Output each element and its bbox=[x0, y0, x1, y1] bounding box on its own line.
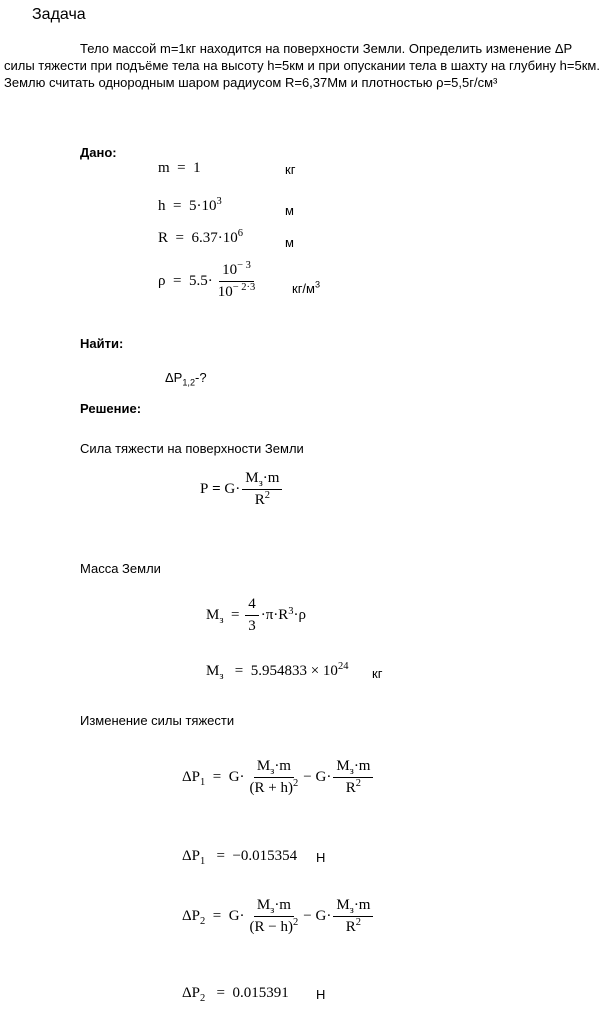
given-R-symbol: R bbox=[158, 230, 169, 246]
fraction-numerator: 4 bbox=[245, 596, 259, 616]
fraction-numerator-base: 10 bbox=[222, 262, 238, 278]
numerator-rest: ·m bbox=[274, 897, 291, 913]
denominator-base: R bbox=[345, 919, 356, 935]
fraction-numerator-exponent: − 3 bbox=[237, 260, 251, 271]
given-m bbox=[158, 160, 201, 177]
numerator-subscript: з bbox=[349, 766, 354, 777]
formula-lhs-subscript: 1 bbox=[200, 777, 206, 788]
denominator-base: R bbox=[345, 780, 356, 796]
result-value: 0.015391 bbox=[232, 985, 289, 1001]
equals-sign: = bbox=[212, 769, 222, 785]
formula-gravity bbox=[200, 470, 284, 509]
formula-dP2 bbox=[182, 897, 375, 936]
numerator-rest: ·m bbox=[262, 470, 280, 486]
denominator-exponent: 2 bbox=[293, 917, 299, 928]
given-R-unit: м bbox=[285, 235, 294, 250]
given-rho-symbol: ρ bbox=[158, 273, 166, 289]
formula-lhs-subscript: з bbox=[219, 615, 224, 626]
find-label: Найти: bbox=[80, 336, 124, 351]
given-m-symbol: m bbox=[158, 160, 170, 176]
formula-fraction-first bbox=[247, 897, 302, 936]
find-target-suffix: -? bbox=[195, 370, 207, 385]
fraction-denominator: 3 bbox=[248, 618, 256, 634]
equals-sign: = bbox=[212, 481, 221, 497]
gravity-constant: G· bbox=[228, 769, 245, 785]
numerator-mass: M bbox=[336, 897, 350, 913]
denominator-exponent: 2 bbox=[264, 490, 270, 501]
given-m-unit: кг bbox=[285, 162, 296, 177]
solution-label: Решение: bbox=[80, 401, 142, 416]
numerator-rest: ·m bbox=[274, 758, 291, 774]
given-h-exponent: 3 bbox=[216, 196, 222, 207]
page-title: Задача bbox=[32, 6, 86, 23]
equals-sign: = bbox=[173, 273, 182, 289]
equals-sign: = bbox=[177, 160, 186, 176]
equals-sign: = bbox=[212, 908, 222, 924]
result-dP2-unit: Н bbox=[316, 987, 326, 1002]
formula-rest-tail: ·ρ bbox=[293, 607, 307, 623]
formula-lhs: ΔP bbox=[182, 769, 200, 785]
given-h-symbol: h bbox=[158, 198, 166, 214]
formula-dP1 bbox=[182, 758, 375, 797]
equals-sign: = bbox=[234, 663, 244, 679]
result-earth-mass-unit: кг bbox=[372, 666, 383, 681]
given-rho-unit bbox=[292, 281, 320, 296]
earth-mass-text: Масса Земли bbox=[80, 561, 161, 576]
result-value: −0.015354 bbox=[232, 848, 298, 864]
result-dP1-unit: Н bbox=[316, 850, 326, 865]
change-text: Изменение силы тяжести bbox=[80, 713, 235, 728]
gravity-text: Сила тяжести на поверхности Земли bbox=[80, 441, 304, 456]
numerator-mass: M bbox=[256, 897, 271, 913]
result-earth-mass bbox=[206, 663, 348, 680]
numerator-mass: M bbox=[245, 470, 259, 486]
result-lhs: ΔP bbox=[182, 848, 200, 864]
given-rho bbox=[158, 262, 260, 301]
denominator-exponent: 2 bbox=[355, 917, 362, 928]
result-lhs: ΔP bbox=[182, 985, 200, 1001]
formula-fraction-first bbox=[247, 758, 302, 797]
formula-rest: ·π·R bbox=[260, 607, 289, 623]
numerator-rest: ·m bbox=[353, 897, 371, 913]
formula-fraction bbox=[245, 596, 259, 635]
result-dP2 bbox=[182, 985, 289, 1002]
numerator-subscript: з bbox=[270, 905, 275, 916]
formula-earth-mass: $M_з$ = $\frac{4}{3}$ ·π·R $^3$ ·ρ bbox=[206, 596, 307, 634]
fraction-denominator-exponent: − 2·3 bbox=[232, 282, 256, 293]
numerator-mass: M bbox=[336, 758, 350, 774]
find-target-subscript: 1,2 bbox=[182, 377, 196, 388]
equals-sign: = bbox=[231, 607, 240, 623]
find-target-symbol: ΔP bbox=[165, 370, 183, 385]
formula-fraction-second bbox=[333, 897, 373, 936]
minus-sign: − bbox=[303, 769, 312, 785]
denominator-exponent: 2 bbox=[293, 778, 299, 789]
gravity-constant: G· bbox=[224, 481, 241, 497]
result-lhs-subscript: з bbox=[219, 671, 224, 682]
equals-sign: = bbox=[173, 198, 182, 214]
given-m-value: 1 bbox=[193, 160, 201, 176]
formula-fraction-second bbox=[333, 758, 373, 797]
given-h-mantissa: 5·10 bbox=[188, 198, 217, 214]
numerator-mass: M bbox=[256, 758, 271, 774]
formula-lhs: ΔP bbox=[182, 908, 200, 924]
find-target bbox=[165, 370, 207, 388]
gravity-constant: G· bbox=[315, 908, 332, 924]
fraction-denominator-base: 10 bbox=[217, 284, 233, 300]
result-exponent: 24 bbox=[337, 661, 349, 672]
gravity-constant: G· bbox=[315, 769, 332, 785]
given-rho-fraction bbox=[215, 262, 259, 301]
equals-sign: = bbox=[216, 985, 225, 1001]
given-h bbox=[158, 198, 222, 215]
numerator-rest: ·m bbox=[353, 758, 371, 774]
equals-sign: = bbox=[175, 230, 184, 246]
given-rho-coefficient: 5.5· bbox=[188, 273, 213, 289]
given-R bbox=[158, 230, 243, 247]
result-lhs-subscript: 2 bbox=[200, 993, 206, 1004]
formula-fraction bbox=[242, 470, 282, 509]
given-R-mantissa: 6.37·10 bbox=[191, 230, 238, 246]
denominator-base: (R + h) bbox=[249, 780, 294, 796]
result-lhs-subscript: 1 bbox=[200, 856, 206, 867]
result-mantissa: 5.954833 × 10 bbox=[250, 663, 338, 679]
numerator-subscript: з bbox=[270, 766, 275, 777]
result-lhs: M bbox=[206, 663, 220, 679]
gravity-constant: G· bbox=[228, 908, 245, 924]
minus-sign: − bbox=[303, 908, 312, 924]
equals-sign: = bbox=[216, 848, 225, 864]
given-R-exponent: 6 bbox=[237, 228, 243, 239]
denominator-exponent: 2 bbox=[355, 778, 362, 789]
denominator-base: R bbox=[254, 492, 265, 508]
formula-lhs: P bbox=[200, 481, 209, 497]
problem-statement: Тело массой m=1кг находится на поверхности Земли. Определить изменение ΔР силы тяжести при подъёме тела на высоту h=5км и при опускании тела в шахту на глубину h=5км. Землю считать однородным шаром радиусом R=6,37Мм и плотностью ρ=5,5г/см³ bbox=[4, 41, 600, 90]
result-dP1 bbox=[182, 848, 297, 865]
formula-lhs-subscript: 2 bbox=[200, 916, 206, 927]
given-label: Дано: bbox=[80, 145, 117, 160]
given-h-unit: м bbox=[285, 203, 294, 218]
formula-lhs: M bbox=[206, 607, 220, 623]
numerator-subscript: з bbox=[258, 478, 263, 489]
given-rho-unit-base: кг/м bbox=[292, 281, 315, 296]
numerator-subscript: з bbox=[349, 905, 354, 916]
denominator-base: (R − h) bbox=[249, 919, 294, 935]
given-rho-unit-exponent: 3 bbox=[314, 279, 321, 290]
